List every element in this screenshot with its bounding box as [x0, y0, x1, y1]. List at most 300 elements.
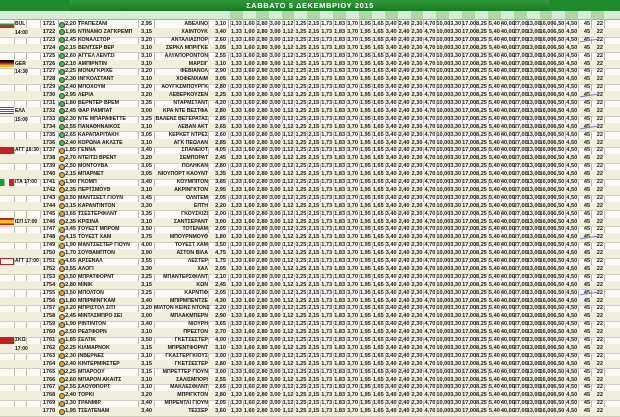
line-odd: 27,00 [513, 400, 528, 407]
odd-home: 2,55 [65, 384, 76, 391]
match-code: 1738 [42, 155, 56, 162]
odd-draw: 3,40 [141, 400, 152, 407]
line-odd: 2,15 [308, 84, 320, 91]
line-odd: 10,00 [436, 131, 451, 138]
line-odd: 3,70 [347, 36, 358, 43]
line-odd: 2,30 [411, 305, 423, 312]
banner-left-block [0, 0, 70, 11]
line-odd: 1,12 [282, 337, 294, 343]
line-odd: 1,83 [334, 155, 346, 162]
line-odd: 6,50 [553, 360, 565, 367]
line-odd: 3,00 [269, 28, 281, 35]
line-odd: 3,00 [269, 44, 281, 51]
line-odd: 1,12 [282, 376, 294, 383]
line-odd: 40,00 [500, 139, 515, 146]
line-odd: 1,33 [231, 179, 242, 185]
line-odd: 6,50 [553, 171, 565, 178]
line-odd: 2,80 [256, 36, 268, 43]
line-odd: 1,73 [321, 218, 333, 225]
line-odd: 16,00 [539, 226, 554, 233]
league-flag-icon [0, 21, 14, 28]
line-odd: 3,00 [269, 305, 281, 312]
line-odd: 4,50 [566, 84, 578, 91]
odd-draw: 3,20 [141, 305, 152, 312]
odd-home: 1,90 [65, 179, 76, 185]
line-odd: 4,50 [566, 100, 578, 106]
column-header-cell [591, 11, 604, 19]
away-team: ΚΑΡΝΤΙΦ [184, 289, 208, 296]
line-odd: 1,12 [282, 44, 294, 51]
line-odd: 1,25 [295, 131, 307, 138]
line-odd: 3,30 [450, 360, 462, 367]
odd-away: 1,80 [215, 234, 226, 241]
line-odd: 2,30 [411, 337, 423, 343]
line-odd: 45 [583, 186, 591, 193]
line-odd: 1,83 [334, 179, 346, 185]
line-odd: 45 [583, 21, 591, 27]
line-odd: 1,12 [282, 218, 294, 225]
line-odd: 3,30 [450, 368, 462, 375]
line-odd: 1,73 [321, 179, 333, 185]
odd-away: 3,10 [215, 21, 226, 27]
line-odd: 40,00 [500, 400, 515, 407]
line-odd: 16,00 [539, 218, 554, 225]
line-odd: 4,50 [566, 179, 578, 185]
line-odd: 1,33 [231, 123, 242, 130]
line-odd: 2,15 [308, 147, 320, 154]
odd-away: 3,00 [215, 368, 226, 375]
line-odd: 1,65 [372, 242, 384, 249]
match-code: 1733 [42, 115, 56, 122]
line-odd: 45 [583, 344, 591, 351]
line-odd: 8,25 [476, 250, 487, 257]
line-odd: 1,83 [334, 242, 346, 249]
line-odd: 1,60 [243, 76, 255, 83]
line-odd: 1,12 [282, 344, 294, 351]
away-team: ΛΕΣΤΕΡ [187, 258, 208, 264]
line-odd: 3,40 [385, 408, 397, 415]
line-odd: 3,70 [347, 265, 358, 272]
line-odd: 22 [596, 21, 603, 27]
line-odd: 3,40 [385, 194, 397, 201]
line-odd: 17,00 [462, 202, 477, 209]
line-odd: 4,50 [566, 384, 578, 391]
line-odd: 45 [583, 155, 591, 162]
match-code: 1753 [42, 273, 56, 280]
line-odd: 45 [583, 28, 591, 35]
line-odd: 5,40 [488, 171, 500, 178]
line-odd: 22 [596, 218, 603, 225]
league-time: ΕΛΛ 15:00 [15, 107, 28, 123]
odd-away: 2,05 [215, 400, 226, 407]
line-odd: 1,95 [359, 139, 371, 146]
line-odd: 40,00 [500, 21, 515, 27]
line-odd: 1,60 [243, 210, 255, 217]
line-odd: 40,00 [500, 313, 515, 320]
line-odd: 1,83 [334, 52, 346, 59]
line-odd: 5,40 [488, 28, 500, 35]
line-odd: 1,33 [231, 155, 242, 162]
line-odd: 4,70 [424, 92, 436, 99]
line-odd: 4,50 [566, 352, 578, 359]
line-odd: 45 [583, 384, 591, 391]
away-team: ΑΛΥΑΠΟΡΟΝΤΟΝ [164, 52, 208, 59]
line-odd: 3,70 [347, 60, 358, 67]
line-odd: 1,33 [231, 329, 242, 336]
line-odd: 13,00 [526, 68, 541, 75]
line-odd: 13,00 [526, 234, 541, 241]
line-odd: 1,65 [372, 147, 384, 154]
home-team: ΑΜΠΙΡΝΤΙΝ [78, 60, 107, 67]
line-odd: 27,00 [513, 123, 528, 130]
odd-home: 3,20 [65, 305, 76, 312]
line-odd: 10,00 [436, 84, 451, 91]
line-odd: 40,00 [500, 107, 515, 114]
home-team: ΤΡΑΝΜΙΡ [78, 400, 101, 407]
line-odd: 1,95 [359, 92, 371, 99]
match-code: 1765 [42, 368, 56, 375]
line-odd: 3,40 [385, 258, 397, 264]
line-odd: 5,40 [488, 179, 500, 185]
line-odd: 4,50 [566, 44, 578, 51]
line-odd: 13,00 [526, 155, 541, 162]
line-odd: 2,40 [398, 92, 410, 99]
line-odd: 4,70 [424, 273, 436, 280]
line-odd: 5,40 [488, 131, 500, 138]
line-odd: 16,00 [539, 179, 554, 185]
line-odd: 3,70 [347, 258, 358, 264]
line-odd: 22 [596, 202, 603, 209]
line-odd: 1,33 [231, 305, 242, 312]
line-odd: 2,30 [411, 139, 423, 146]
line-odd: 1,33 [231, 400, 242, 407]
line-odd: 1,95 [359, 21, 371, 27]
match-code: 1757 [42, 305, 56, 312]
line-odd: 17,00 [462, 250, 477, 257]
match-code: 1727 [42, 68, 56, 75]
line-odd: 1,95 [359, 147, 371, 154]
line-odd: 6,50 [553, 368, 565, 375]
line-odd: 4,70 [424, 179, 436, 185]
line-odd: 1,33 [231, 273, 242, 280]
line-odd: 3,00 [269, 313, 281, 320]
match-code: 1741 [42, 179, 56, 185]
line-odd: 3,70 [347, 400, 358, 407]
line-odd: 1,73 [321, 147, 333, 154]
line-odd: 4,50 [566, 28, 578, 35]
line-odd: 3,00 [269, 281, 281, 288]
line-odd: 1,60 [243, 384, 255, 391]
odd-away: 4,75 [215, 250, 226, 257]
line-odd: 17,00 [462, 289, 477, 296]
line-odd: 17,00 [462, 21, 477, 27]
line-odd: 3,30 [450, 258, 462, 264]
line-odd: 2,30 [411, 226, 423, 233]
line-odd: 1,73 [321, 76, 333, 83]
odd-away: 2,20 [215, 305, 226, 312]
line-odd: 1,73 [321, 368, 333, 375]
line-odd: 45 [583, 107, 591, 114]
odd-home: 2,50 [65, 163, 76, 170]
match-code: 1767 [42, 384, 56, 391]
line-odd: 1,65 [372, 360, 384, 367]
line-odd: 3,30 [450, 60, 462, 67]
line-odd: 3,70 [347, 186, 358, 193]
line-odd: 2,40 [398, 139, 410, 146]
line-odd: 22 [596, 226, 603, 233]
line-odd: 8,25 [476, 28, 487, 35]
away-team: ΓΚΟΥΣΚΙΖΙ [181, 210, 208, 217]
line-odd: 1,73 [321, 400, 333, 407]
line-odd: 1,12 [282, 281, 294, 288]
line-odd: 1,95 [359, 186, 371, 193]
line-odd: 1,25 [295, 297, 307, 304]
line-odd: 5,40 [488, 163, 500, 170]
line-odd: 4,70 [424, 226, 436, 233]
line-odd: 3,70 [347, 384, 358, 391]
line-odd: 4,70 [424, 194, 436, 201]
home-team: ΜΠΡΙΣΤΟΛ ΣΙΤΙ [78, 305, 116, 312]
line-odd: 5,40 [488, 305, 500, 312]
away-team: ΜΠΡΕΤΤΕΡ ΓΙΟΥΝ [162, 368, 208, 375]
line-odd: 3,40 [385, 281, 397, 288]
line-odd: 1,60 [243, 131, 255, 138]
line-odd: 13,00 [526, 139, 541, 146]
match-code: 1759 [42, 321, 56, 328]
line-odd: 2,40 [398, 36, 410, 43]
line-odd: 3,40 [385, 139, 397, 146]
line-odd: 1,60 [243, 352, 255, 359]
line-odd: 40,00 [500, 84, 515, 91]
line-odd: 1,60 [243, 179, 255, 185]
match-code: 1748 [42, 234, 56, 241]
line-odd: 1,83 [334, 305, 346, 312]
line-odd: 40,00 [500, 250, 515, 257]
line-odd: 1,95 [359, 265, 371, 272]
line-odd: 40,00 [500, 360, 515, 367]
line-odd: 2,30 [411, 21, 423, 27]
line-odd: 5,40 [488, 139, 500, 146]
line-odd: 13,00 [526, 258, 541, 264]
line-odd: 3,00 [269, 368, 281, 375]
line-odd: 40,00 [500, 337, 515, 343]
line-odd: 2,15 [308, 313, 320, 320]
line-odd: 5,40 [488, 408, 500, 415]
line-odd: 22 [596, 186, 603, 193]
line-odd: 2,15 [308, 115, 320, 122]
line-odd: 1,60 [243, 321, 255, 328]
line-odd: 2,30 [411, 352, 423, 359]
line-odd: 16,00 [539, 147, 554, 154]
odd-away: 3,05 [215, 44, 226, 51]
line-odd: 3,40 [385, 92, 397, 99]
line-odd: 3,00 [269, 139, 281, 146]
league-time: BUL 14:00 [15, 21, 28, 36]
line-odd: 3,70 [347, 210, 358, 217]
line-odd: 2,40 [398, 171, 410, 178]
line-odd: 3,30 [450, 226, 462, 233]
line-odd: 13,00 [526, 337, 541, 343]
line-odd: 4,70 [424, 400, 436, 407]
line-odd: 8,25 [476, 107, 487, 114]
odd-away: 2,05 [215, 226, 226, 233]
line-odd: 10,00 [436, 218, 451, 225]
line-odd: 4,50 [566, 115, 578, 122]
line-odd: 5,40 [488, 321, 500, 328]
line-odd: 45 [583, 281, 591, 288]
line-odd: 16,00 [539, 107, 554, 114]
line-odd: 6,50 [553, 92, 565, 99]
line-odd: 4,70 [424, 234, 436, 241]
line-odd: 4,50 [566, 194, 578, 201]
line-odd: 13,00 [526, 305, 541, 312]
line-odd: 1,60 [243, 242, 255, 249]
line-odd: 16,00 [539, 329, 554, 336]
line-odd: 2,40 [398, 384, 410, 391]
home-team: ΚΙΛΜΑΡΝΟΚ [78, 344, 110, 351]
line-odd: 1,12 [282, 84, 294, 91]
line-odd: 3,70 [347, 123, 358, 130]
line-odd: 22 [596, 155, 603, 162]
line-odd: 3,00 [269, 210, 281, 217]
line-odd: 2,40 [398, 21, 410, 27]
home-team: ΦΑΡ ΡΑΜΠΑΤ [78, 107, 113, 114]
line-odd: 1,33 [231, 368, 242, 375]
line-odd: 13,00 [526, 297, 541, 304]
line-odd: 16,00 [539, 297, 554, 304]
away-team: ΒΑΛΕΝΣ ΒΕΓΕΡΑΤΑΣ [155, 115, 208, 122]
odd-home: 1,95 [65, 28, 76, 35]
away-team: ΣΑΝΤΣΕΡΑΝΤ [173, 218, 208, 225]
line-odd: 2,30 [411, 202, 423, 209]
league-time: ΣΚΩ 17:00 [15, 337, 28, 352]
line-odd: 13,00 [526, 321, 541, 328]
line-odd: 6,50 [553, 139, 565, 146]
line-odd: 1,65 [372, 155, 384, 162]
line-odd: 1,95 [359, 408, 371, 415]
line-odd: 1,33 [231, 408, 242, 415]
odd-draw: 3,40 [141, 321, 152, 328]
line-odd: 10,00 [436, 155, 451, 162]
line-odd: 3,70 [347, 92, 358, 99]
odd-home: 2,40 [65, 139, 76, 146]
line-odd: 2,30 [411, 84, 423, 91]
line-odd: 3,40 [385, 52, 397, 59]
line-odd: 2,30 [411, 321, 423, 328]
line-odd: 4,50 [566, 392, 578, 399]
line-odd: 17,00 [462, 115, 477, 122]
away-team: ΓΚΑΣΤΕΡΓΚΙΟΥΣ [165, 352, 208, 359]
line-odd: 4,50 [566, 313, 578, 320]
line-odd: 22 [596, 313, 603, 320]
column-header-cell [565, 11, 578, 19]
line-odd: 27,00 [513, 171, 528, 178]
line-odd: 22 [596, 123, 603, 130]
line-odd: 1,83 [334, 360, 346, 367]
line-odd: 45 [583, 139, 591, 146]
line-odd: 16,00 [539, 68, 554, 75]
match-code: 1724 [42, 44, 56, 51]
line-odd: 1,95 [359, 131, 371, 138]
away-team: ΧΑΛ [197, 265, 208, 272]
line-odd: 5,40 [488, 52, 500, 59]
line-odd: 1,25 [295, 100, 307, 106]
line-odd: 16,00 [539, 155, 554, 162]
line-odd: 2,40 [398, 352, 410, 359]
line-odd: 1,83 [334, 84, 346, 91]
odd-draw: 3,10 [141, 376, 152, 383]
home-team: ΚΟΡΩΝΑ ΑΚΛΣΤΕ [78, 139, 123, 146]
line-odd: 1,83 [334, 313, 346, 320]
line-odd: 16,00 [539, 337, 554, 343]
line-odd: 1,65 [372, 321, 384, 328]
line-odd: 1,25 [295, 76, 307, 83]
line-odd: 1,65 [372, 44, 384, 51]
line-odd: 45 [583, 171, 591, 178]
line-odd: 40,00 [500, 202, 515, 209]
away-team: ΛΕΒΕΡΚΟΥΖΕΝ [169, 92, 208, 99]
line-odd: 40,00 [500, 352, 515, 359]
line-odd: 6,50 [553, 376, 565, 383]
line-odd: 3,40 [385, 337, 397, 343]
line-odd: 3,40 [385, 242, 397, 249]
line-odd: 2,30 [411, 115, 423, 122]
odd-draw: 3,15 [141, 28, 152, 35]
line-odd: 3,70 [347, 281, 358, 288]
line-odd: 1,95 [359, 226, 371, 233]
match-code: 1729 [42, 84, 56, 91]
line-odd: 1,12 [282, 21, 294, 27]
line-odd: 2,15 [308, 107, 320, 114]
line-odd: 3,30 [450, 234, 462, 241]
line-odd: 8,25 [476, 123, 487, 130]
line-odd: 17,00 [462, 92, 477, 99]
line-odd: 2,15 [308, 392, 320, 399]
line-odd: 27,00 [513, 226, 528, 233]
line-odd: 6,50 [553, 28, 565, 35]
line-odd: 40,00 [500, 305, 515, 312]
line-odd: 3,70 [347, 68, 358, 75]
line-odd: 1,65 [372, 194, 384, 201]
odd-home: 3,55 [65, 265, 76, 272]
match-code: 1751 [42, 258, 56, 264]
line-odd: 27,00 [513, 408, 528, 415]
line-odd: 3,40 [385, 321, 397, 328]
line-odd: 4,70 [424, 313, 436, 320]
line-odd: 4,70 [424, 242, 436, 249]
line-odd: 6,50 [553, 273, 565, 280]
line-odd: 27,00 [513, 52, 528, 59]
odd-draw: 3,25 [141, 289, 152, 296]
line-odd: 27,00 [513, 344, 528, 351]
line-odd: 2,15 [308, 163, 320, 170]
line-odd: 1,65 [372, 68, 384, 75]
line-odd: 3,40 [385, 210, 397, 217]
line-odd: 1,25 [295, 92, 307, 99]
away-team: ΓΚΕΤΣΕΣΤΕΡ [174, 337, 208, 343]
line-odd: 2,15 [308, 321, 320, 328]
odd-away: 2,10 [215, 273, 226, 280]
line-odd: 1,83 [334, 234, 346, 241]
line-odd: 5,40 [488, 44, 500, 51]
away-team: ΑΒΕΛΙΝΟ [184, 21, 208, 27]
line-odd: 16,00 [539, 163, 554, 170]
line-odd: 1,60 [243, 265, 255, 272]
line-odd: 22 [596, 76, 603, 83]
line-odd: 2,80 [256, 21, 268, 27]
line-odd: 2,80 [256, 344, 268, 351]
line-odd: 3,00 [269, 400, 281, 407]
